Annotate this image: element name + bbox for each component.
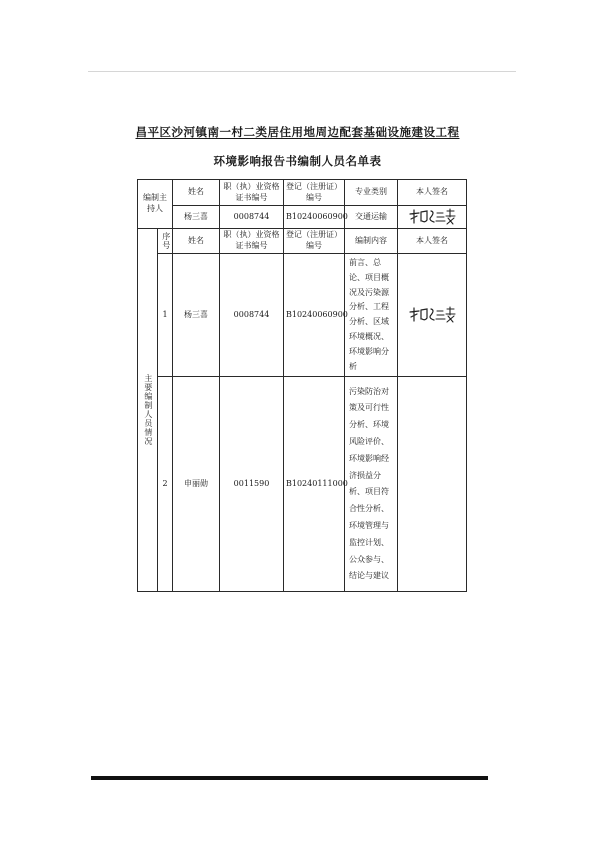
host-row xyxy=(138,206,467,229)
header-name: 姓名 xyxy=(173,180,220,206)
header-cert: 职（执）业资格证书编号 xyxy=(220,229,284,254)
header-seq: 序号 xyxy=(158,229,173,254)
header-signature: 本人签名 xyxy=(398,180,467,206)
staff-header-row xyxy=(138,229,467,254)
staff-cert-no: 0008744 xyxy=(220,254,284,377)
staff-signature-empty xyxy=(398,377,467,592)
header-category: 专业类别 xyxy=(345,180,398,206)
staff-name: 杨三喜 xyxy=(173,254,220,377)
staff-label: 主要编制人员情况 xyxy=(143,374,153,447)
host-header-row xyxy=(138,180,467,206)
staff-signature xyxy=(398,254,467,377)
staff-cert-no: 0011590 xyxy=(220,377,284,592)
staff-roster-table xyxy=(137,179,467,592)
staff-content: 污染防治对策及可行性分析、环境风险评价、环境影响经济损益分析、项目符合性分析、环境管理与监控计划、公众参与、结论与建议 xyxy=(345,377,398,592)
host-category: 交通运输 xyxy=(345,206,398,229)
row-number: 1 xyxy=(158,254,173,377)
handwritten-signature xyxy=(407,306,457,324)
row-number: 2 xyxy=(158,377,173,592)
table-row xyxy=(138,377,467,592)
top-divider xyxy=(88,71,516,72)
host-reg-no: B10240060900 xyxy=(284,206,345,229)
staff-reg-no: B10240060900 xyxy=(284,254,345,377)
staff-reg-no: B10240111000 xyxy=(284,377,345,592)
header-name: 姓名 xyxy=(173,229,220,254)
host-signature xyxy=(398,206,467,229)
host-label: 编制主持人 xyxy=(138,180,173,229)
document-title: 昌平区沙河镇南一村二类居住用地周边配套基础设施建设工程 xyxy=(135,125,460,139)
header-signature: 本人签名 xyxy=(398,229,467,254)
header-reg: 登记（注册证）编号 xyxy=(284,180,345,206)
header-cert: 职（执）业资格证书编号 xyxy=(220,180,284,206)
staff-name: 申丽勋 xyxy=(173,377,220,592)
staff-label-cell xyxy=(138,229,158,592)
document-subtitle: 环境影响报告书编制人员名单表 xyxy=(213,154,382,168)
bottom-divider xyxy=(91,776,488,780)
host-name: 杨三喜 xyxy=(173,206,220,229)
host-cert-no: 0008744 xyxy=(220,206,284,229)
header-content: 编制内容 xyxy=(345,229,398,254)
staff-content: 前言、总论、项目概况及污染源分析、工程分析、区域环境概况、环境影响分析 xyxy=(345,254,398,377)
header-reg: 登记（注册证）编号 xyxy=(284,229,345,254)
handwritten-signature xyxy=(407,208,457,226)
table-row xyxy=(138,254,467,377)
